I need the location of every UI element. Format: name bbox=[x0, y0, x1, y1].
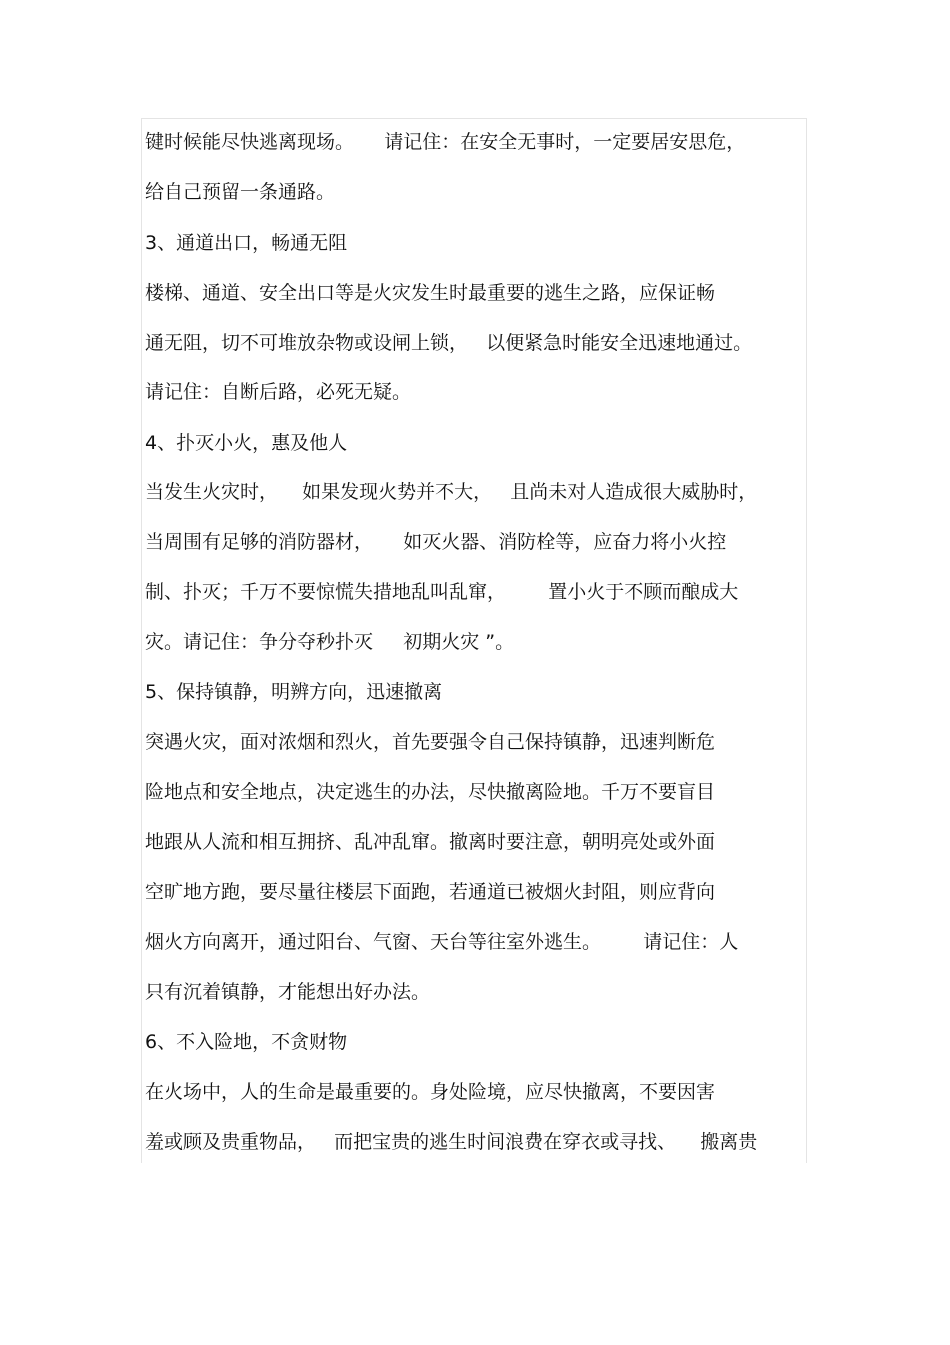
text-line: 烟火方向离开，通过阳台、气窗、天台等往室外逃生。 请记住：人 bbox=[145, 931, 739, 953]
text-line: 请记住：自断后路，必死无疑。 bbox=[145, 381, 412, 403]
text-line: 只有沉着镇静，才能想出好办法。 bbox=[145, 981, 431, 1003]
text-line: 键时候能尽快逃离现场。 请记住：在安全无事时，一定要居安思危， bbox=[145, 131, 746, 153]
text-line: 地跟从人流和相互拥挤、乱冲乱窜。撤离时要注意，朝明亮处或外面 bbox=[145, 831, 716, 853]
section-heading: 5、保持镇静，明辨方向，迅速撤离 bbox=[145, 681, 443, 703]
text-line: 楼梯、通道、安全出口等是火灾发生时最重要的逃生之路，应保证畅 bbox=[145, 282, 716, 304]
text-line: 给自己预留一条通路。 bbox=[145, 181, 336, 203]
text-line: 在火场中，人的生命是最重要的。身处险境，应尽快撤离，不要因害 bbox=[145, 1081, 716, 1103]
text-line: 当发生火灾时， 如果发现火势并不大， 且尚未对人造成很大威胁时， bbox=[145, 481, 758, 503]
section-heading: 4、扑灭小火，惠及他人 bbox=[145, 432, 348, 454]
text-line: 通无阻，切不可堆放杂物或设闸上锁， 以便紧急时能安全迅速地通过。 bbox=[145, 332, 753, 354]
text-line: 险地点和安全地点，决定逃生的办法，尽快撤离险地。千万不要盲目 bbox=[145, 781, 716, 803]
text-line: 制、扑灭；千万不要惊慌失措地乱叫乱窜， 置小火于不顾而酿成大 bbox=[145, 581, 739, 603]
text-line: 当周围有足够的消防器材， 如灭火器、消防栓等，应奋力将小火控 bbox=[145, 531, 727, 553]
text-line: 灾。请记住：争分夺秒扑灭 初期火灾 ”。 bbox=[145, 631, 515, 653]
section-heading: 3、通道出口，畅通无阻 bbox=[145, 232, 348, 254]
text-line: 突遇火灾，面对浓烟和烈火，首先要强令自己保持镇静，迅速判断危 bbox=[145, 731, 716, 753]
section-heading: 6、不入险地，不贪财物 bbox=[145, 1031, 348, 1053]
text-line: 空旷地方跑，要尽量往楼层下面跑，若通道已被烟火封阻，则应背向 bbox=[145, 881, 716, 903]
text-line: 羞或顾及贵重物品， 而把宝贵的逃生时间浪费在穿衣或寻找、 搬离贵 bbox=[145, 1131, 758, 1153]
